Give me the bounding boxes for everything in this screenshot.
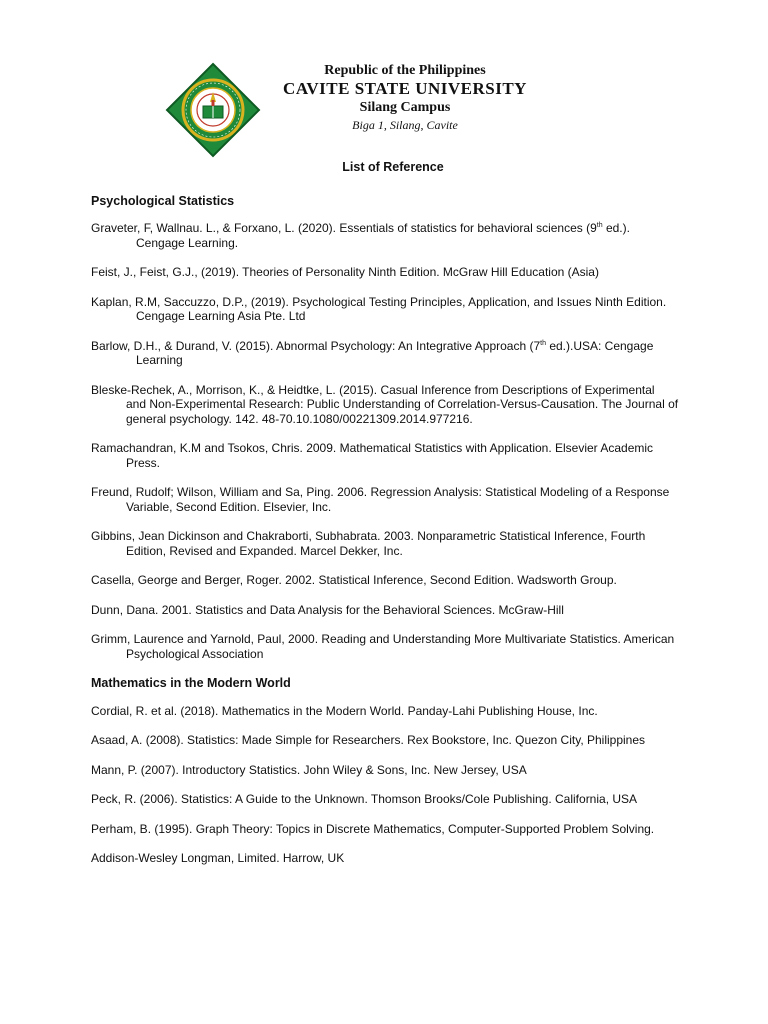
reference-item: Cordial, R. et al. (2018). Mathematics in the Modern World. Panday-Lahi Publishing House, Inc. [91,703,598,718]
reference-item: Dunn, Dana. 2001. Statistics and Data Analysis for the Behavioral Sciences. McGraw-Hill [91,602,564,617]
reference-item: Grimm, Laurence and Yarnold, Paul, 2000. Reading and Understanding More Multivariate Statistics. American Psychological Association [91,632,675,661]
university-name: CAVITE STATE UNIVERSITY [283,79,527,98]
reference-item: Asaad, A. (2008). Statistics: Made Simple for Researchers. Rex Bookstore, Inc. Quezon City, Philippines [91,733,646,747]
reference-item: Barlow, D.H., & Durand, V. (2015). Abnormal Psychology: An Integrative Approach (7th ed.).USA: Cengage Learning [91,338,654,367]
reference-item: Bleske-Rechek, A., Morrison, K., & Heidtke, L. (2015). Casual Inference from Descriptions of Experimental and Non-Experimental Research: Public Understanding of Correlation-Versus-Causation. The Journal of general psychology. 142. 48-70.10.1080/00221309.2014.977216. [91,382,679,426]
reference-item: Gibbins, Jean Dickinson and Chakraborti, Subhabrata. 2003. Nonparametric Statistical Inference, Fourth Edition, Revised and Expanded. Marcel Dekker, Inc. [91,529,646,558]
reference-item: Addison-Wesley Longman, Limited. Harrow, UK [91,851,345,865]
reference-item: Mann, P. (2007). Introductory Statistics. John Wiley & Sons, Inc. New Jersey, USA [91,762,527,777]
campus-name: Silang Campus [359,100,451,115]
reference-item: Perham, B. (1995). Graph Theory: Topics in Discrete Mathematics, Computer-Supported Problem Solving. [91,821,655,836]
reference-item: Peck, R. (2006). Statistics: A Guide to the Unknown. Thomson Brooks/Cole Publishing. California, USA [91,792,638,806]
document-body [91,160,695,881]
reference-item: Freund, Rudolf; Wilson, William and Sa, Ping. 2006. Regression Analysis: Statistical Modeling of a Response Variable, Second Edition. Elsevier, Inc. [91,485,670,514]
page-title: List of Reference [342,160,444,174]
reference-item: Graveter, F, Wallnau. L., & Forxano, L. (2020). Essentials of statistics for behavioral sciences (9th ed.). Cengage Learning. [91,221,630,250]
letterhead [240,62,570,133]
republic-label: Republic of the Philippines [324,63,486,78]
reference-item: Kaplan, R.M, Saccuzzo, D.P., (2019). Psychological Testing Principles, Application, and Issues Ninth Edition. Cengage Learning Asia Pte. Ltd [91,294,667,323]
reference-item: Casella, George and Berger, Roger. 2002. Statistical Inference, Second Edition. Wadsworth Group. [91,573,617,587]
section-title-psych-stats: Psychological Statistics [91,193,235,208]
reference-item: Ramachandran, K.M and Tsokos, Chris. 2009. Mathematical Statistics with Application. Elsevier Academic Press. [91,441,654,470]
section-title-math-modern-world: Mathematics in the Modern World [91,676,291,690]
reference-item: Feist, J., Feist, G.J., (2019). Theories of Personality Ninth Edition. McGraw Hill Education (Asia) [91,265,599,279]
campus-address: Biga 1, Silang, Cavite [352,118,458,132]
